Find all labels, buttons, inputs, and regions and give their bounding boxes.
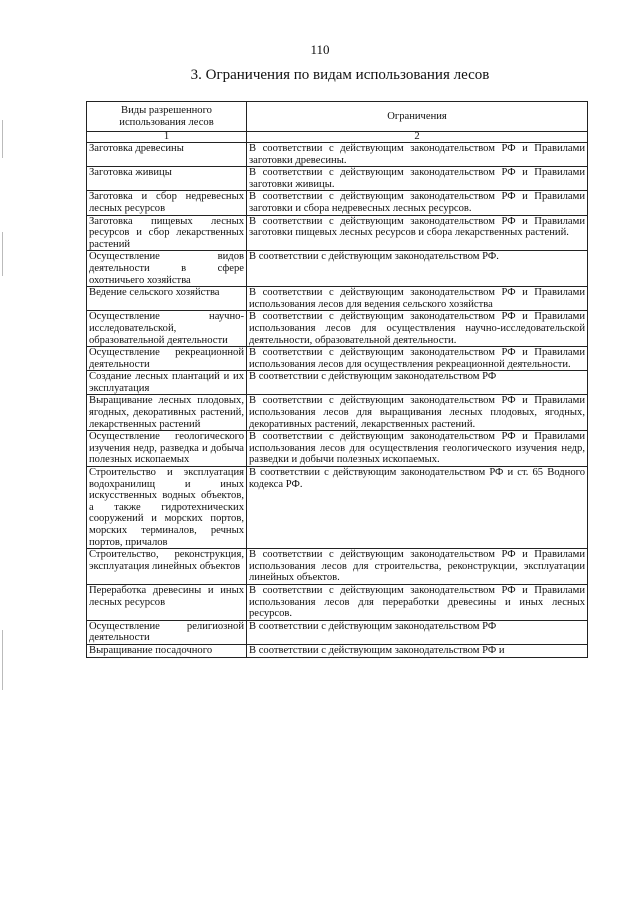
use-cell: Осуществление видов деятельности в сфере охотничьего хозяйства <box>87 251 247 287</box>
table-row <box>87 167 588 191</box>
table-row <box>87 143 588 167</box>
restriction-cell: В соответствии с действующим законодательством РФ и <box>247 644 588 657</box>
table-row <box>87 347 588 371</box>
table-row <box>87 549 588 585</box>
scan-margin-mark <box>2 630 3 690</box>
column-number: 1 <box>87 132 247 143</box>
use-cell: Заготовка пищевых лесных ресурсов и сбор лекарственных растений <box>87 215 247 251</box>
restriction-cell: В соответствии с действующим законодательством РФ и Правилами заготовки и сбора недревесных лесных ресурсов. <box>247 191 588 215</box>
use-cell: Осуществление религиозной деятельности <box>87 620 247 644</box>
use-cell: Переработка древесины и иных лесных ресурсов <box>87 584 247 620</box>
table-row <box>87 395 588 431</box>
use-cell: Осуществление научно-исследовательской, образовательной деятельности <box>87 311 247 347</box>
scan-margin-mark <box>2 120 3 158</box>
use-cell: Выращивание лесных плодовых, ягодных, декоративных растений, лекарственных растений <box>87 395 247 431</box>
restriction-cell: В соответствии с действующим законодательством РФ и Правилами использования лесов для строительства, реконструкции, эксплуатации линейных объектов. <box>247 549 588 585</box>
use-cell: Заготовка живицы <box>87 167 247 191</box>
section-title: 3. Ограничения по видам использования лесов <box>190 67 490 83</box>
restriction-cell: В соответствии с действующим законодательством РФ и Правилами использования лесов для осуществления научно-исследовательской деятельности, образовательной деятельности. <box>247 311 588 347</box>
table-row <box>87 191 588 215</box>
restriction-cell: В соответствии с действующим законодательством РФ и Правилами заготовки древесины. <box>247 143 588 167</box>
table-row <box>87 311 588 347</box>
restriction-cell: В соответствии с действующим законодательством РФ и Правилами использования лесов для выращивания лесных плодовых, ягодных, декоративных растений, лекарственных растений. <box>247 395 588 431</box>
page-number: 110 <box>310 42 330 57</box>
restriction-cell: В соответствии с действующим законодательством РФ и ст. 65 Водного кодекса РФ. <box>247 467 588 549</box>
use-cell: Строительство, реконструкция, эксплуатация линейных объектов <box>87 549 247 585</box>
restriction-cell: В соответствии с действующим законодательством РФ и Правилами заготовки живицы. <box>247 167 588 191</box>
use-cell: Выращивание посадочного <box>87 644 247 657</box>
use-cell: Создание лесных плантаций и их эксплуатация <box>87 371 247 395</box>
use-cell: Ведение сельского хозяйства <box>87 287 247 311</box>
restriction-cell: В соответствии с действующим законодательством РФ и Правилами использования лесов для осуществления рекреационной деятельности. <box>247 347 588 371</box>
use-cell: Заготовка и сбор недревесных лесных ресурсов <box>87 191 247 215</box>
table-row <box>87 371 588 395</box>
table-row <box>87 215 588 251</box>
restriction-cell: В соответствии с действующим законодательством РФ. <box>247 251 588 287</box>
restriction-cell: В соответствии с действующим законодательством РФ <box>247 371 588 395</box>
restriction-cell: В соответствии с действующим законодательством РФ и Правилами использования лесов для ведения сельского хозяйства <box>247 287 588 311</box>
table-row <box>87 287 588 311</box>
restriction-cell: В соответствии с действующим законодательством РФ и Правилами использования лесов для осуществления геологического изучения недр, разведки и добычи полезных ископаемых. <box>247 431 588 467</box>
column-number: 2 <box>247 132 588 143</box>
table-row <box>87 431 588 467</box>
table-header-row <box>87 102 588 132</box>
restriction-cell: В соответствии с действующим законодательством РФ <box>247 620 588 644</box>
column-header-uses: Виды разрешенного использования лесов <box>87 102 247 132</box>
restriction-cell: В соответствии с действующим законодательством РФ и Правилами заготовки пищевых лесных ресурсов и сбора лекарственных растений. <box>247 215 588 251</box>
restriction-cell: В соответствии с действующим законодательством РФ и Правилами использования лесов для переработки древесины и иных лесных ресурсов. <box>247 584 588 620</box>
column-number-row <box>87 132 588 143</box>
use-cell: Осуществление геологического изучения недр, разведка и добыча полезных ископаемых <box>87 431 247 467</box>
table-row <box>87 251 588 287</box>
scan-margin-mark <box>2 232 3 276</box>
restrictions-table <box>86 101 588 658</box>
table-row <box>87 620 588 644</box>
table-row <box>87 584 588 620</box>
use-cell: Строительство и эксплуатация водохранилищ и иных искусственных водных объектов, а также гидротехнических сооружений и морских портов, морских терминалов, речных портов, причалов <box>87 467 247 549</box>
column-header-restrictions: Ограничения <box>247 102 588 132</box>
table-row <box>87 467 588 549</box>
use-cell: Заготовка древесины <box>87 143 247 167</box>
table-row <box>87 644 588 657</box>
use-cell: Осуществление рекреационной деятельности <box>87 347 247 371</box>
